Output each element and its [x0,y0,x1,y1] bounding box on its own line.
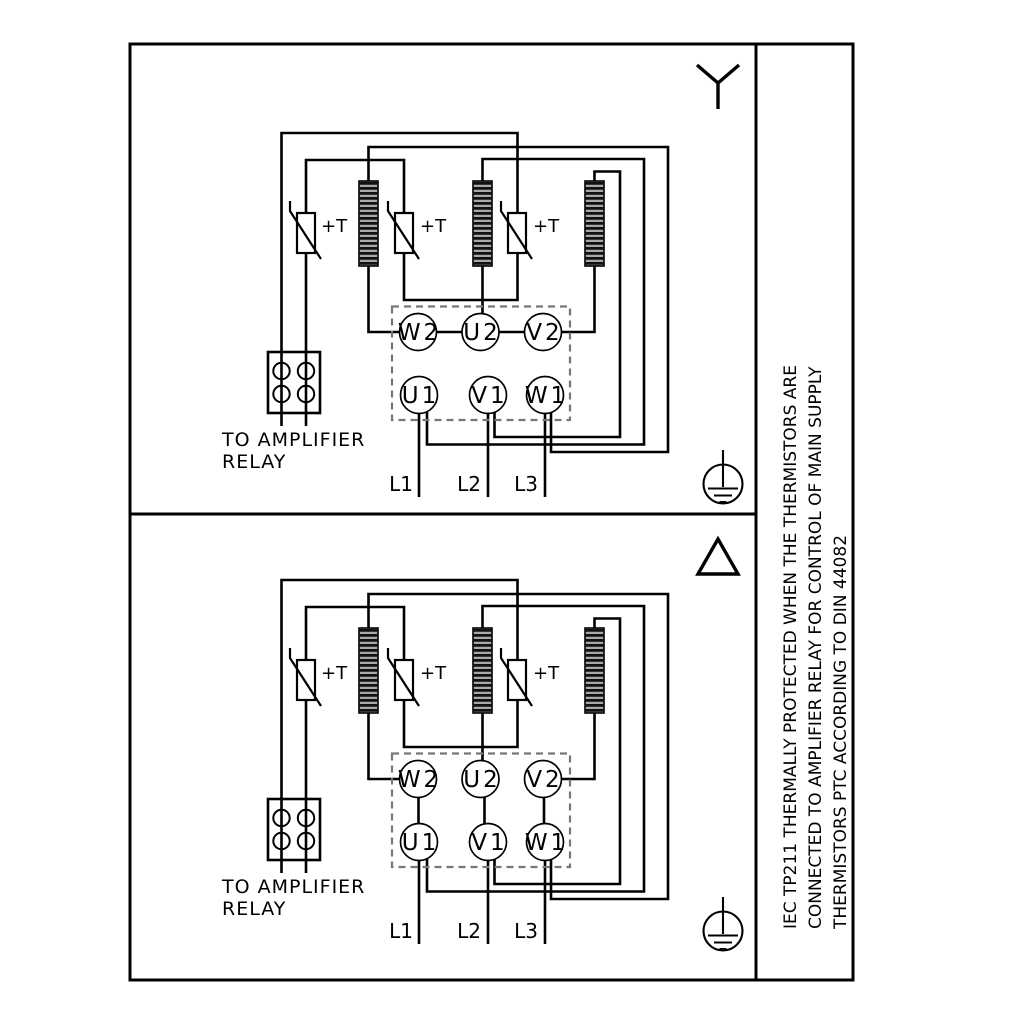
delta-thermistor-3 [501,648,560,706]
terminal-label-v2: V2 [526,767,563,793]
terminal-label-v1: V1 [471,830,508,856]
delta-thermistor-2 [388,648,447,706]
relay-caption-line2: RELAY [222,898,287,920]
star-terminal-board [392,307,570,421]
star-thermistor-3 [501,201,560,259]
supply-label-l3: L3 [514,472,538,496]
terminal-label-u1: U1 [401,383,440,409]
note-column [781,365,851,930]
supply-label-l3: L3 [514,919,538,943]
thermistor-label: +T [420,663,447,684]
terminal-label-w1: W1 [524,830,569,856]
star-thermistor-1 [290,201,348,259]
star-winding-2 [473,181,492,266]
terminal-label-u1: U1 [401,830,440,856]
thermistor-label: +T [533,216,560,237]
earth-ground-icon [704,450,743,504]
terminal-label-w2: W2 [397,767,442,793]
terminal-label-u2: U2 [463,767,501,793]
terminal-label-u2: U2 [463,320,501,346]
star-winding-3 [585,181,604,266]
note-line-2: CONNECTED TO AMPLIFIER RELAY FOR CONTROL OF MAIN SUPPLY [806,366,826,929]
delta-winding-3 [585,628,604,713]
supply-label-l2: L2 [457,472,481,496]
delta-winding-1 [359,628,378,713]
delta-winding-2 [473,628,492,713]
thermistor-label: +T [420,216,447,237]
star-connection-icon [697,65,739,109]
note-line-1: IEC TP211 THERMALLY PROTECTED WHEN THE THERMISTORS ARE [781,365,801,929]
delta-thermistor-1 [290,648,348,706]
earth-ground-icon [704,897,743,951]
star-thermistor-2 [388,201,447,259]
relay-caption-line1: TO AMPLIFIER [222,876,366,898]
terminal-label-v2: V2 [526,320,563,346]
star-panel [221,65,743,504]
note-line-3: THERMISTORS PTC ACCORDING TO DIN 44082 [831,534,851,929]
terminal-label-w1: W1 [524,383,569,409]
delta-panel [221,539,743,951]
thermistor-label: +T [321,663,348,684]
relay-caption-line1: TO AMPLIFIER [222,429,366,451]
terminal-label-w2: W2 [397,320,442,346]
delta-relay-terminal [268,799,320,860]
terminal-label-v1: V1 [471,383,508,409]
delta-connection-icon [698,539,738,574]
supply-label-l1: L1 [389,919,413,943]
supply-label-l1: L1 [389,472,413,496]
star-winding-1 [359,181,378,266]
relay-caption-line2: RELAY [222,451,287,473]
supply-label-l2: L2 [457,919,481,943]
star-relay-terminal [268,352,320,413]
thermistor-label: +T [321,216,348,237]
thermistor-label: +T [533,663,560,684]
